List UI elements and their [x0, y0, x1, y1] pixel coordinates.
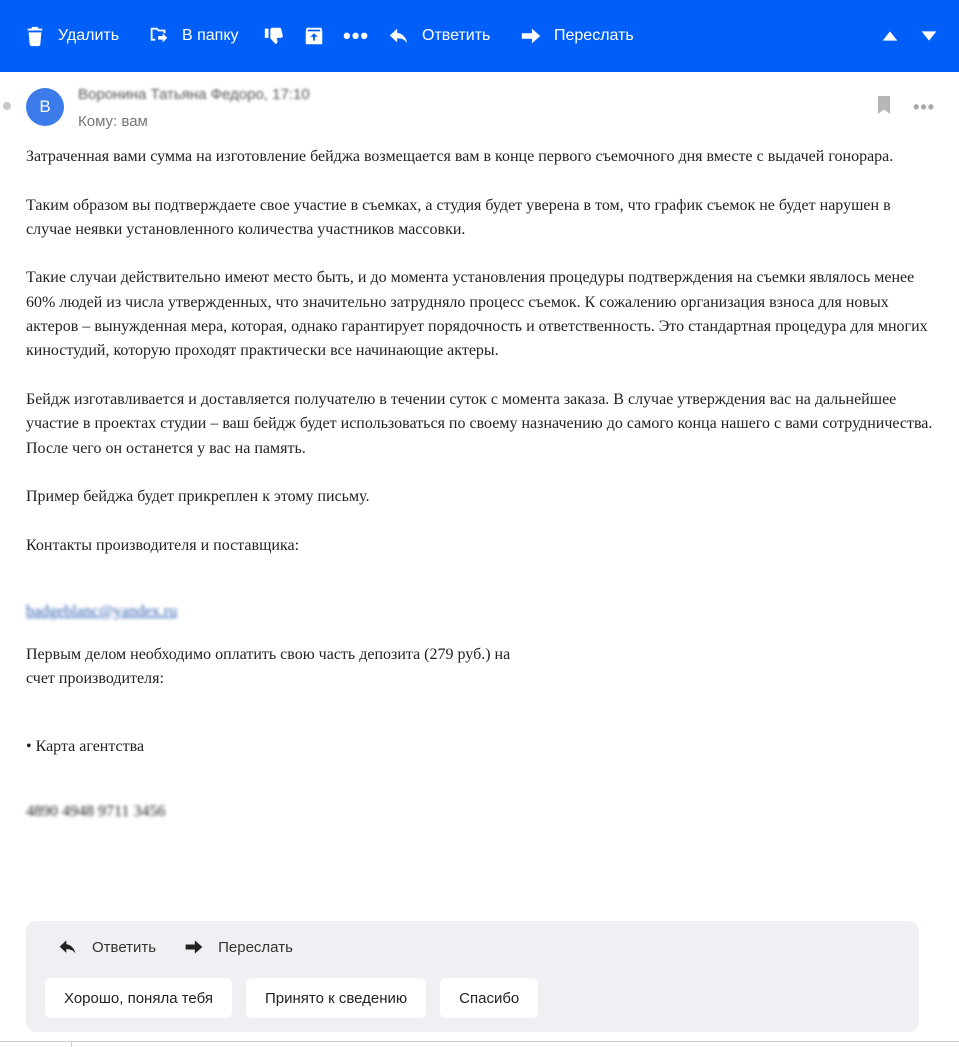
- avatar[interactable]: В: [26, 88, 64, 126]
- body-paragraph: Таким образом вы подтверждаете свое участие в съемках, а студия будет уверена в том, что график съемок не будет нарушен в случае неявки установленного количества участников массовки.: [26, 196, 891, 238]
- body-paragraph: Такие случаи действительно имеют место быть, и до момента установления процедуры подтверждения на съемки являлось менее 60% людей из числа утвержденных, что значительно затрудняло процесс съемок. К сожалению организация взноса для новых актеров – вынужденная мера, которая, однако гарантирует порядочность и ответственность. Это стандартная процедура для многих киностудий, которую проходят практически все начинающие актеры.: [26, 269, 928, 360]
- thumbs-down-icon: [263, 25, 285, 47]
- more-options-icon[interactable]: •••: [913, 97, 935, 117]
- delete-label: Удалить: [58, 27, 120, 44]
- move-to-folder-icon: [148, 25, 170, 47]
- recipient-line: Кому: вам: [78, 113, 148, 130]
- more-dots-icon: •••: [343, 23, 370, 48]
- payment-text: счет производителя:: [26, 669, 164, 687]
- quick-reply-noted-button[interactable]: Принято к сведению: [246, 978, 426, 1018]
- spam-button[interactable]: [263, 0, 285, 72]
- reply-panel-actions: [58, 937, 293, 957]
- quick-reply-buttons: [45, 978, 538, 1018]
- move-to-folder-button[interactable]: [148, 0, 239, 72]
- card-number: 4890 4948 9711 3456: [26, 802, 166, 820]
- body-paragraph: Бейдж изготавливается и доставляется получателю в течении суток с момента заказа. В случае утверждения вас на дальнейшее участие в проектах студии – ваш бейдж будет использоваться по своему назначению до самого конца нашего с вами сотрудничества.: [26, 390, 933, 433]
- previous-message-button[interactable]: [879, 0, 901, 72]
- delete-button[interactable]: [24, 0, 119, 72]
- quick-reply-thanks-button[interactable]: Спасибо: [440, 978, 538, 1018]
- panel-reply-button[interactable]: [58, 937, 156, 957]
- chevron-down-icon: [918, 25, 940, 47]
- reply-button[interactable]: [388, 0, 490, 72]
- body-paragraph: После чего он останется у вас на память.: [26, 439, 306, 457]
- bottom-divider: [0, 1041, 959, 1042]
- body-paragraph: Контакты производителя и поставщика:: [26, 536, 300, 554]
- forward-label: Переслать: [554, 27, 634, 44]
- reply-arrow-icon: [58, 937, 78, 957]
- reply-label: Ответить: [422, 27, 491, 44]
- trash-icon: [24, 25, 46, 47]
- supplier-email-link[interactable]: badgeblanc@yandex.ru: [26, 603, 178, 621]
- header-actions: [877, 96, 935, 119]
- bullet-item: • Карта агентства: [26, 738, 145, 756]
- bookmark-icon[interactable]: [877, 96, 891, 119]
- sender-name[interactable]: Воронина Татьяна Федоро, 17:10: [78, 86, 310, 103]
- message-toolbar: [0, 0, 959, 72]
- bottom-tab: [0, 1041, 72, 1047]
- unread-indicator[interactable]: [3, 102, 11, 110]
- reply-arrow-icon: [388, 25, 410, 47]
- forward-arrow-icon: [184, 937, 204, 957]
- chevron-up-icon: [879, 25, 901, 47]
- next-message-button[interactable]: [918, 0, 940, 72]
- message-body: [26, 145, 936, 824]
- archive-icon: [303, 25, 325, 47]
- body-paragraph: Затраченная вами сумма на изготовление бейджа возмещается вам в конце первого съемочного дня вместе с выдачей гонорара.: [26, 148, 894, 165]
- payment-text: Первым делом необходимо оплатить свою часть депозита (279 руб.) на: [26, 645, 511, 663]
- panel-reply-label: Ответить: [92, 938, 157, 956]
- quick-reply-panel: [26, 921, 919, 1032]
- body-paragraph: Пример бейджа будет прикреплен к этому письму.: [26, 488, 370, 506]
- quick-reply-ok-button[interactable]: Хорошо, поняла тебя: [45, 978, 232, 1018]
- panel-forward-button[interactable]: [184, 937, 293, 957]
- forward-button[interactable]: [520, 0, 634, 72]
- more-button[interactable]: [343, 0, 369, 72]
- move-label: В папку: [182, 27, 239, 44]
- archive-button[interactable]: [303, 0, 325, 72]
- panel-forward-label: Переслать: [218, 938, 293, 956]
- forward-arrow-icon: [520, 25, 542, 47]
